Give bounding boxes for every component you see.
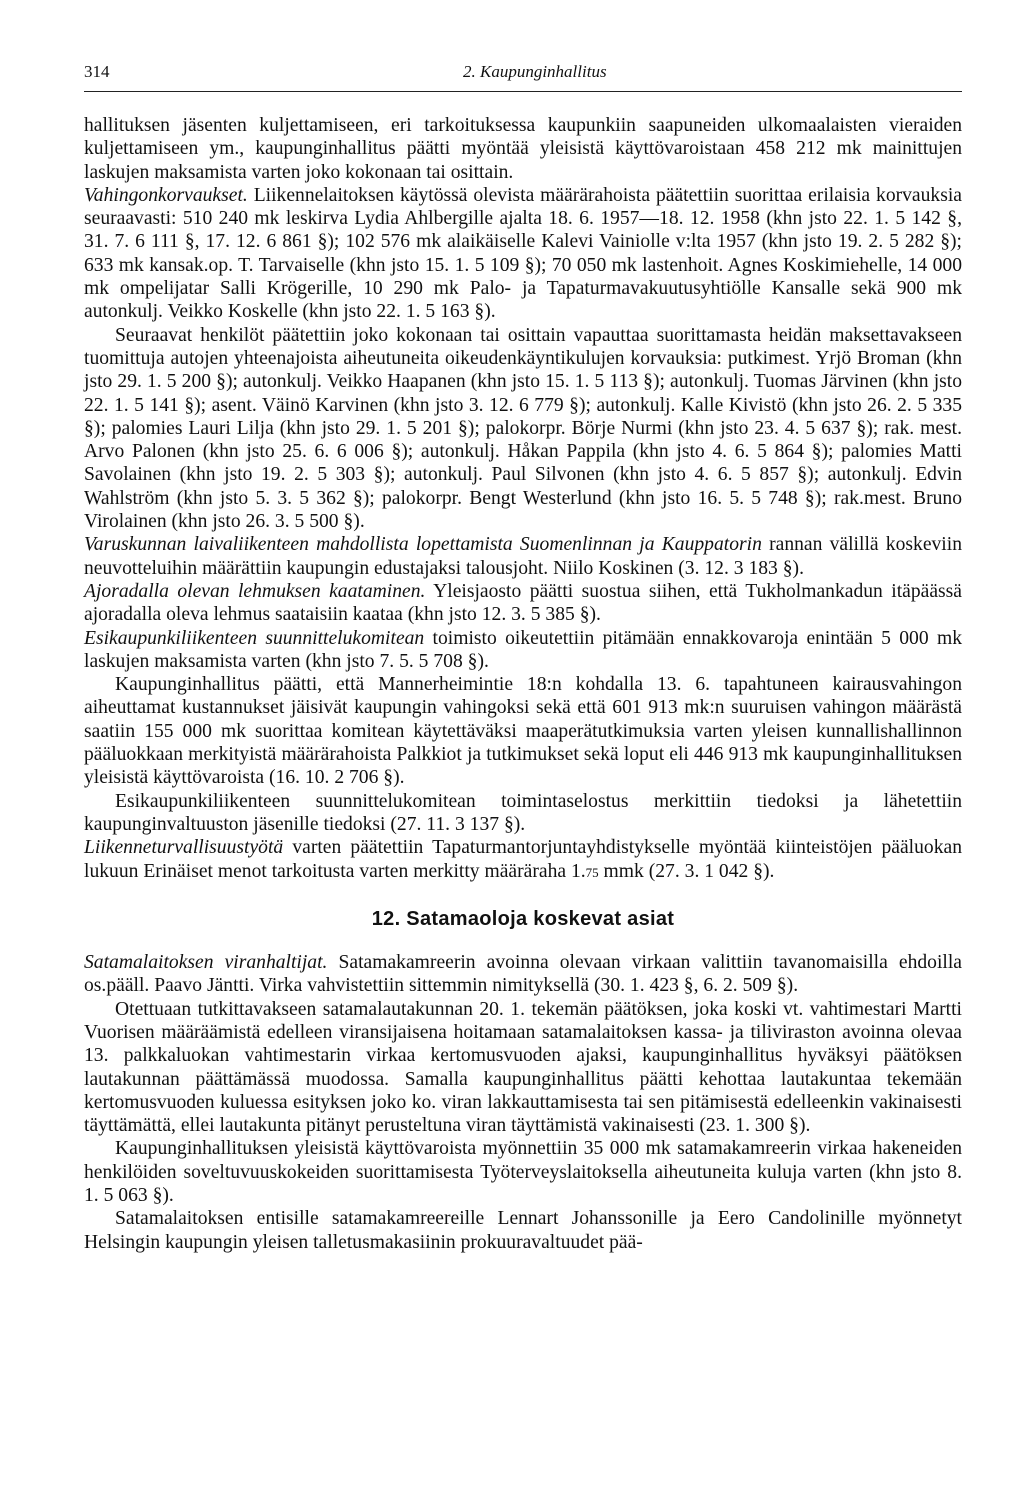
italic-lead: Liikenneturvallisuustyötä (84, 837, 284, 859)
italic-lead: Esikaupunkiliikenteen suunnittelukomitean (84, 627, 425, 649)
section-heading: 12. Satamaoloja koskevat asiat (371, 907, 675, 930)
italic-lead: Satamalaitoksen viranhaltijat. (84, 952, 328, 974)
page-number: 314 (84, 62, 110, 81)
paragraph: Vahingonkorvaukset. Liikennelaitoksen käytössä olevista määrärahoista päätettiin suorittaa erilaisia korvauksia seuraavasti: 510 240 mk leskirva Lydia Ahlbergille ajalta 18. 6. 1957—18. 12. 1958 (khn jsto 22. 1. 5 142 §, 31. 7. 6 111 §, 17. 12. 6 861 §); 102 576 mk alaikäiselle Kalevi Vainiolle v:lta 1957 (khn jsto 19. 2. 5 282 §); 633 mk kansak.op. T. Tarvaiselle (khn jsto 15. 1. 5 109 §); 70 050 mk lastenhoit. Agnes Koskimiehelle, 14 000 mk ompelijatar Salli Krögerille, 10 290 mk Palo- ja Tapaturmavakuutusyhtiölle Kansalle sekä 900 mk autonkulj. Veikko Koskelle (khn jsto 22. 1. 5 163 §). (84, 184, 962, 323)
body-text (84, 114, 962, 1254)
subscript-digits: 75 (585, 864, 599, 880)
paragraph: Kaupunginhallituksen yleisistä käyttövaroista myönnettiin 35 000 mk satamakamreerin virkaa hakeneiden henkilöiden soveltuvuuskokeiden suorittamisesta Työterveyslaitoksella aiheutuneita kuluja varten (khn jsto 8. 1. 5 063 §). (84, 1138, 962, 1207)
running-title: 2. Kaupunginhallitus (463, 62, 607, 81)
paragraph: Esikaupunkiliikenteen suunnittelukomitean toimisto oikeutettiin pitämään ennakkovaroja enintään 5 000 mk laskujen maksamista varten (khn jsto 7. 5. 5 708 §). (84, 627, 962, 672)
italic-lead: Varuskunnan laivaliikenteen mahdollista lopettamista Suomenlinnan ja Kauppatorin (84, 534, 762, 556)
paragraph: Kaupunginhallitus päätti, että Mannerheimintie 18:n kohdalla 13. 6. tapahtuneen kairausvahingon aiheuttamat kustannukset jäisivät kaupungin vahingoksi sekä että 601 913 mk:n suuruisen vahingon määrästä saatiin 155 000 mk suorittaa komitean käytettäväksi maaperätutkimuksia varten yleisen kunnallishallinnon pääluokkaan merkityistä määrärahoista Palkkiot ja tutkimukset sekä loput eli 446 913 mk kaupunginhallituksen yleisistä käyttövaroista (16. 10. 2 706 §). (84, 674, 962, 789)
paragraph: Seuraavat henkilöt päätettiin joko kokonaan tai osittain vapauttaa suorittamasta heidän maksettavakseen tuomittuja autojen yhteenajoista aiheutuneita oikeudenkäyntikulujen korvauksia: putkimest. Yrjö Broman (khn jsto 29. 1. 5 200 §); autonkulj. Veikko Haapanen (khn jsto 15. 1. 5 113 §); autonkulj. Tuomas Järvinen (khn jsto 22. 1. 5 141 §); asent. Väinö Karvinen (khn jsto 3. 12. 6 779 §); autonkulj. Kalle Kivistö (khn jsto 26. 2. 5 335 §); palomies Lauri Lilja (khn jsto 29. 1. 5 201 §); palokorpr. Börje Nurmi (khn jsto 23. 4. 5 637 §); rak. mest. Arvo Palonen (khn jsto 25. 6. 6 006 §); autonkulj. Håkan Pappila (khn jsto 4. 6. 5 864 §); palomies Matti Savolainen (khn jsto 19. 2. 5 303 §); autonkulj. Paul Silvonen (khn jsto 4. 6. 5 857 §); autonkulj. Edvin Wahlström (khn jsto 5. 3. 5 362 §); palokorpr. Bengt Westerlund (khn jsto 16. 5. 5 748 §); rak.mest. Bruno Virolainen (khn jsto 26. 3. 5 500 §). (84, 324, 962, 533)
italic-lead: Vahingonkorvaukset. (84, 184, 248, 206)
paragraph: Esikaupunkiliikenteen suunnittelukomitean toimintaselostus merkittiin tiedoksi ja lähetettiin kaupunginvaltuuston jäsenille tiedoksi (27. 11. 3 137 §). (84, 790, 962, 835)
paragraph: Satamalaitoksen viranhaltijat. Satamakamreerin avoinna olevaan virkaan valittiin tavanomaisilla ehdoilla os.pääll. Paavo Jäntti. Virka vahvistettiin sittemmin nimityksellä (30. 1. 423 §, 6. 2. 509 §). (84, 952, 962, 997)
paragraph: Varuskunnan laivaliikenteen mahdollista lopettamista Suomenlinnan ja Kauppatorin rannan välillä koskeviin neuvotteluihin määrättiin kaupungin edustajaksi talousjoht. Niilo Koskinen (3. 12. 3 183 §). (84, 534, 962, 579)
paragraph: Liikenneturvallisuustyötä varten päätettiin Tapaturmantorjuntayhdistykselle myöntää kiinteistöjen pääluokan lukuun Erinäiset menot tarkoitusta varten merkitty määräraha 1.75 mmk (27. 3. 1 042 §). (84, 837, 962, 882)
italic-lead: Ajoradalla olevan lehmuksen kaataminen. (84, 580, 426, 602)
header-rule (84, 91, 962, 92)
paragraph: Satamalaitoksen entisille satamakamreereille Lennart Johanssonille ja Eero Candolinille myönnetyt Helsingin kaupungin yleisen talletusmakasiinin prokuuravaltuudet pää- (84, 1208, 962, 1253)
page-header (84, 62, 962, 90)
paragraph: Ajoradalla olevan lehmuksen kaataminen. Yleisjaosto päätti suostua siihen, että Tukholmankadun itäpäässä ajoradalla oleva lehmus saataisiin kaataa (khn jsto 12. 3. 5 385 §). (84, 580, 962, 626)
paragraph: Otettuaan tutkittavakseen satamalautakunnan 20. 1. tekemän päätöksen, joka koski vt. vahtimestari Martti Vuorisen määräämistä edelleen viransijaisena hoitamaan satamalaitoksen kassa- ja tiliviraston avoinna olevaa 13. palkkaluokan vahtimestarin virkaa kertomusvuoden ajaksi, kaupunginhallitus hyväksyi päätöksen lautakunnan päättämässä muodossa. Samalla kaupunginhallitus päätti kehottaa lautakuntaa tekemään kertomusvuoden kuluessa esityksen joko ko. viran lakkauttamisesta tai sen pitämisestä edelleenkin vakinaisesti täyttämättä, ellei lautakunta pitänyt perusteltuna viran täyttämistä vakinaisesti (23. 1. 300 §). (84, 998, 962, 1137)
paragraph: hallituksen jäsenten kuljettamiseen, eri tarkoituksessa kaupunkiin saapuneiden ulkomaalaisten vieraiden kuljettamiseen ym., kaupunginhallitus päätti myöntää yleisistä käyttövaroistaan 458 212 mk mainittujen laskujen maksamista varten joko kokonaan tai osittain. (84, 115, 962, 183)
